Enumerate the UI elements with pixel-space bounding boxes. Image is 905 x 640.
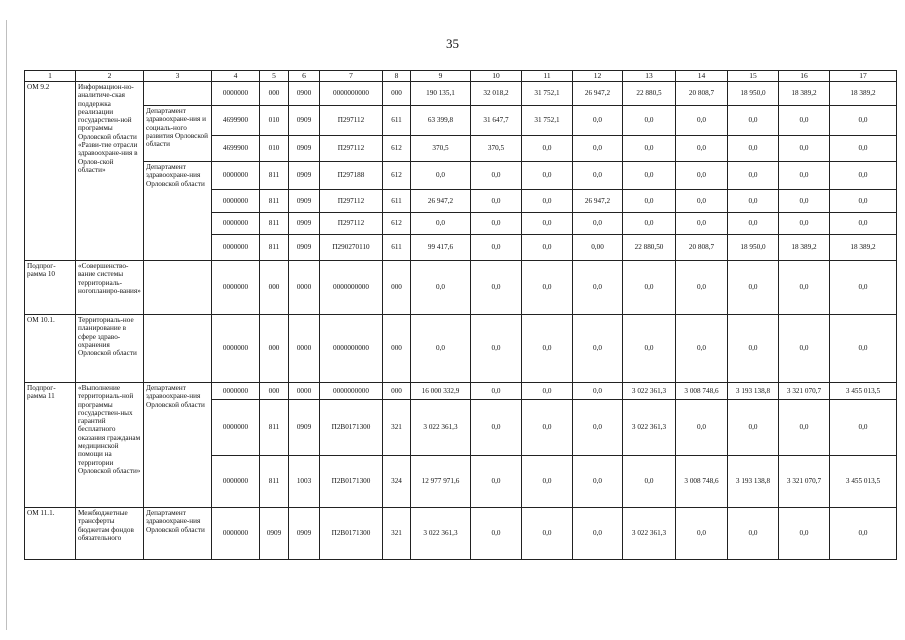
table-cell: 811 <box>260 213 289 235</box>
table-cell: 0,0 <box>676 508 728 560</box>
table-cell: 0000000000 <box>320 383 383 400</box>
table-row <box>25 383 897 400</box>
table-cell: 0,0 <box>676 315 728 383</box>
table-cell: 3 455 013,5 <box>830 456 897 508</box>
table-cell: 0,0 <box>471 261 522 315</box>
table-cell: 3 008 748,6 <box>676 456 728 508</box>
table-cell: 0000 <box>289 383 320 400</box>
table-cell: 0,0 <box>728 136 779 162</box>
header-cell: 10 <box>471 71 522 82</box>
table-cell: 3 022 361,3 <box>411 508 471 560</box>
table-cell: 0,0 <box>779 136 830 162</box>
table-cell: 0000 <box>289 315 320 383</box>
table-cell: 26 947,2 <box>573 190 623 213</box>
table-row <box>25 315 897 383</box>
table-cell: 0,0 <box>830 190 897 213</box>
table-cell: 0,0 <box>573 508 623 560</box>
table-cell: 3 455 013,5 <box>830 383 897 400</box>
table-cell: 0,0 <box>471 315 522 383</box>
table-cell: 0,0 <box>471 235 522 261</box>
header-row <box>25 71 897 82</box>
table-cell: 0,0 <box>573 106 623 136</box>
row-code: Подпрог-рамма 10 <box>25 261 76 315</box>
table-cell: 0,0 <box>830 162 897 190</box>
table-cell: 0,0 <box>728 261 779 315</box>
table-cell: 0909 <box>289 508 320 560</box>
executor-cell: Департамент здравоохране-ния Орловской области <box>144 508 212 560</box>
table-cell: 612 <box>383 136 411 162</box>
table-cell: 324 <box>383 456 411 508</box>
table-cell: 1003 <box>289 456 320 508</box>
table-cell: 0,0 <box>411 315 471 383</box>
table-cell: 0,0 <box>471 456 522 508</box>
header-cell: 14 <box>676 71 728 82</box>
table-cell: П297112 <box>320 106 383 136</box>
table-cell: 0,0 <box>471 213 522 235</box>
header-cell: 7 <box>320 71 383 82</box>
table-cell: 0,0 <box>522 508 573 560</box>
table-cell: 000 <box>383 261 411 315</box>
table-cell: П297112 <box>320 136 383 162</box>
header-cell: 11 <box>522 71 573 82</box>
table-cell: 0,0 <box>522 315 573 383</box>
table-cell: 0,0 <box>728 315 779 383</box>
header-cell: 15 <box>728 71 779 82</box>
table-cell: 3 022 361,3 <box>623 508 676 560</box>
table-cell: 0,0 <box>471 190 522 213</box>
table-cell: 811 <box>260 235 289 261</box>
executor-cell <box>144 315 212 383</box>
table-cell: 000 <box>260 82 289 106</box>
table-cell: 0,0 <box>779 162 830 190</box>
table-cell: 20 808,7 <box>676 235 728 261</box>
table-cell: 0000000 <box>212 162 260 190</box>
header-cell: 5 <box>260 71 289 82</box>
row-name: Информацион-но-аналитиче-ская поддержка реализации государствен-ной программы Орловской области «Разви-тие отрасли здравоохране-ния в Орлов-ской области» <box>76 82 144 261</box>
table-cell: 31 752,1 <box>522 82 573 106</box>
table-cell: 0000000000 <box>320 315 383 383</box>
table-cell: 0,0 <box>728 508 779 560</box>
table-cell: 0,0 <box>728 162 779 190</box>
header-cell: 3 <box>144 71 212 82</box>
table-cell: 0,0 <box>830 213 897 235</box>
table-cell: 0,0 <box>779 213 830 235</box>
table-cell: 0000 <box>289 261 320 315</box>
table-cell: 0,0 <box>728 213 779 235</box>
table-cell: 18 389,2 <box>830 82 897 106</box>
table-cell: 000 <box>383 82 411 106</box>
header-cell: 16 <box>779 71 830 82</box>
table-row <box>25 82 897 106</box>
table-cell: 99 417,6 <box>411 235 471 261</box>
table-cell: 0900 <box>289 82 320 106</box>
table-cell: 0,0 <box>676 190 728 213</box>
table-cell: 0,0 <box>411 213 471 235</box>
table-cell: П297112 <box>320 213 383 235</box>
table-cell: 0,0 <box>573 261 623 315</box>
table-cell: 0000000 <box>212 383 260 400</box>
table-row <box>25 508 897 560</box>
table-cell: 3 193 138,8 <box>728 383 779 400</box>
table-cell: 0,0 <box>471 400 522 456</box>
table-cell: 0,00 <box>573 235 623 261</box>
table-cell: 0909 <box>289 136 320 162</box>
table-cell: 000 <box>260 383 289 400</box>
executor-cell: Департамент здравоохране-ния Орловской области <box>144 162 212 261</box>
table-cell: 0,0 <box>573 162 623 190</box>
table-cell: 0909 <box>289 213 320 235</box>
table-cell: 18 950,0 <box>728 82 779 106</box>
table-row <box>25 106 897 136</box>
row-code: ОМ 11.1. <box>25 508 76 560</box>
row-code: ОМ 9.2 <box>25 82 76 261</box>
table-cell: 0,0 <box>522 383 573 400</box>
row-name: Межбюджетные трансферты бюджетам фондов обязательного <box>76 508 144 560</box>
table-cell: 0,0 <box>830 261 897 315</box>
table-cell: 370,5 <box>471 136 522 162</box>
table-cell: 3 321 070,7 <box>779 383 830 400</box>
table-cell: 321 <box>383 508 411 560</box>
table-cell: 612 <box>383 213 411 235</box>
table-cell: 0,0 <box>522 136 573 162</box>
table-cell: 0,0 <box>779 400 830 456</box>
table-cell: 0,0 <box>522 400 573 456</box>
table-cell: 18 950,0 <box>728 235 779 261</box>
table-cell: 0,0 <box>728 190 779 213</box>
table-cell: 0,0 <box>728 400 779 456</box>
table-cell: 32 018,2 <box>471 82 522 106</box>
table-cell: 0,0 <box>623 136 676 162</box>
table-cell: 190 135,1 <box>411 82 471 106</box>
table-cell: 000 <box>260 315 289 383</box>
table-cell: 0,0 <box>411 162 471 190</box>
row-code: ОМ 10.1. <box>25 315 76 383</box>
table-cell: П297112 <box>320 190 383 213</box>
table-cell: 811 <box>260 162 289 190</box>
table-cell: 0909 <box>289 190 320 213</box>
row-code: Подпрог-рамма 11 <box>25 383 76 508</box>
table-cell: 3 022 361,3 <box>623 383 676 400</box>
table-cell: 0,0 <box>676 106 728 136</box>
budget-table <box>24 70 897 560</box>
header-cell: 13 <box>623 71 676 82</box>
table-cell: П297188 <box>320 162 383 190</box>
table-cell: 18 389,2 <box>779 82 830 106</box>
table-cell: 0909 <box>289 106 320 136</box>
table-cell: 0,0 <box>573 383 623 400</box>
table-cell: 811 <box>260 456 289 508</box>
executor-cell: Департамент здравоохране-ния Орловской области <box>144 383 212 508</box>
table-cell: 31 647,7 <box>471 106 522 136</box>
table-cell: 0,0 <box>522 261 573 315</box>
table-cell: 0,0 <box>676 162 728 190</box>
row-name: «Совершенство-вание системы территориаль-ногопланиро-вания» <box>76 261 144 315</box>
table-cell: 20 808,7 <box>676 82 728 106</box>
table-cell: 0,0 <box>676 213 728 235</box>
table-cell: 0,0 <box>830 508 897 560</box>
header-cell: 2 <box>76 71 144 82</box>
table-cell: 0,0 <box>830 136 897 162</box>
table-cell: 0,0 <box>676 400 728 456</box>
table-cell: 0,0 <box>779 190 830 213</box>
table-cell: 0,0 <box>573 136 623 162</box>
table-cell: 0,0 <box>623 456 676 508</box>
table-cell: 0,0 <box>573 456 623 508</box>
header-cell: 9 <box>411 71 471 82</box>
table-cell: 611 <box>383 235 411 261</box>
table-cell: 0,0 <box>573 213 623 235</box>
table-cell: 0,0 <box>830 315 897 383</box>
table-cell: 0,0 <box>522 162 573 190</box>
table-cell: 0000000000 <box>320 261 383 315</box>
table-cell: 0909 <box>289 400 320 456</box>
table-cell: 010 <box>260 136 289 162</box>
table-cell: 18 389,2 <box>830 235 897 261</box>
table-cell: 26 947,2 <box>573 82 623 106</box>
table-cell: 611 <box>383 106 411 136</box>
table-cell: 000 <box>260 261 289 315</box>
table-cell: 0000000 <box>212 456 260 508</box>
table-cell: П2В0171300 <box>320 456 383 508</box>
table-cell: 0,0 <box>779 508 830 560</box>
table-cell: 0,0 <box>830 400 897 456</box>
table-cell: 010 <box>260 106 289 136</box>
table-cell: 612 <box>383 162 411 190</box>
table-cell: 3 022 361,3 <box>623 400 676 456</box>
table-cell: 611 <box>383 190 411 213</box>
table-cell: 0,0 <box>779 106 830 136</box>
table-cell: 63 399,8 <box>411 106 471 136</box>
table-cell: 0000000000 <box>320 82 383 106</box>
table-cell: 3 008 748,6 <box>676 383 728 400</box>
table-cell: 0909 <box>289 235 320 261</box>
table-cell: 0,0 <box>623 213 676 235</box>
table-cell: 0,0 <box>623 315 676 383</box>
table-cell: 22 880,5 <box>623 82 676 106</box>
table-cell: 3 321 070,7 <box>779 456 830 508</box>
table-cell: 0,0 <box>623 106 676 136</box>
executor-cell <box>144 82 212 106</box>
table-cell: 0,0 <box>623 190 676 213</box>
table-cell: 4699900 <box>212 106 260 136</box>
table-cell: 0000000 <box>212 213 260 235</box>
table-cell: 12 977 971,6 <box>411 456 471 508</box>
table-cell: 0,0 <box>522 456 573 508</box>
table-row <box>25 162 897 190</box>
table-cell: 0000000 <box>212 400 260 456</box>
header-cell: 8 <box>383 71 411 82</box>
table-cell: 000 <box>383 383 411 400</box>
table-cell: 0,0 <box>779 315 830 383</box>
row-name: «Выполнение территориаль-ной программы государствен-ных гарантий бесплатного оказания гражданам медицинской помощи на территории Орловской области» <box>76 383 144 508</box>
table-cell: 0000000 <box>212 235 260 261</box>
table-cell: 18 389,2 <box>779 235 830 261</box>
table-cell: 0000000 <box>212 508 260 560</box>
table-cell: 0,0 <box>728 106 779 136</box>
table-cell: 0000000 <box>212 261 260 315</box>
table-cell: 321 <box>383 400 411 456</box>
table-cell: 4699900 <box>212 136 260 162</box>
table-cell: 26 947,2 <box>411 190 471 213</box>
table-row <box>25 261 897 315</box>
table-cell: 0000000 <box>212 82 260 106</box>
table-cell: 3 193 138,8 <box>728 456 779 508</box>
table-cell: 16 000 332,9 <box>411 383 471 400</box>
table-cell: 0909 <box>289 162 320 190</box>
header-cell: 1 <box>25 71 76 82</box>
table-cell: 370,5 <box>411 136 471 162</box>
executor-cell: Департамент здравоохране-ния и социаль-ного развития Орловской области <box>144 106 212 162</box>
table-cell: 0,0 <box>522 235 573 261</box>
table-cell: 0,0 <box>676 136 728 162</box>
table-cell: 0000000 <box>212 315 260 383</box>
table-cell: 0,0 <box>573 315 623 383</box>
table-cell: 000 <box>383 315 411 383</box>
row-name: Территориаль-ное планирование в сфере здраво-охранения Орловской области <box>76 315 144 383</box>
table-cell: 0,0 <box>471 383 522 400</box>
header-cell: 17 <box>830 71 897 82</box>
table-cell: П2В0171300 <box>320 400 383 456</box>
page-number: 35 <box>446 36 459 51</box>
executor-cell <box>144 261 212 315</box>
table-cell: 3 022 361,3 <box>411 400 471 456</box>
table-cell: 0,0 <box>522 213 573 235</box>
table-cell: П2В0171300 <box>320 508 383 560</box>
table-cell: 0,0 <box>830 106 897 136</box>
table-cell: 0,0 <box>471 162 522 190</box>
table-cell: 0,0 <box>779 261 830 315</box>
table-cell: П290270110 <box>320 235 383 261</box>
table-cell: 0,0 <box>471 508 522 560</box>
table-cell: 0000000 <box>212 190 260 213</box>
table-cell: 0,0 <box>623 162 676 190</box>
table-cell: 811 <box>260 400 289 456</box>
table-cell: 0,0 <box>623 261 676 315</box>
header-cell: 4 <box>212 71 260 82</box>
table-cell: 0,0 <box>411 261 471 315</box>
header-cell: 12 <box>573 71 623 82</box>
table-cell: 0,0 <box>522 190 573 213</box>
page-edge-line <box>6 20 7 630</box>
table-cell: 31 752,1 <box>522 106 573 136</box>
table-cell: 22 880,50 <box>623 235 676 261</box>
table-cell: 811 <box>260 190 289 213</box>
header-cell: 6 <box>289 71 320 82</box>
table-cell: 0909 <box>260 508 289 560</box>
table-cell: 0,0 <box>676 261 728 315</box>
table-cell: 0,0 <box>573 400 623 456</box>
